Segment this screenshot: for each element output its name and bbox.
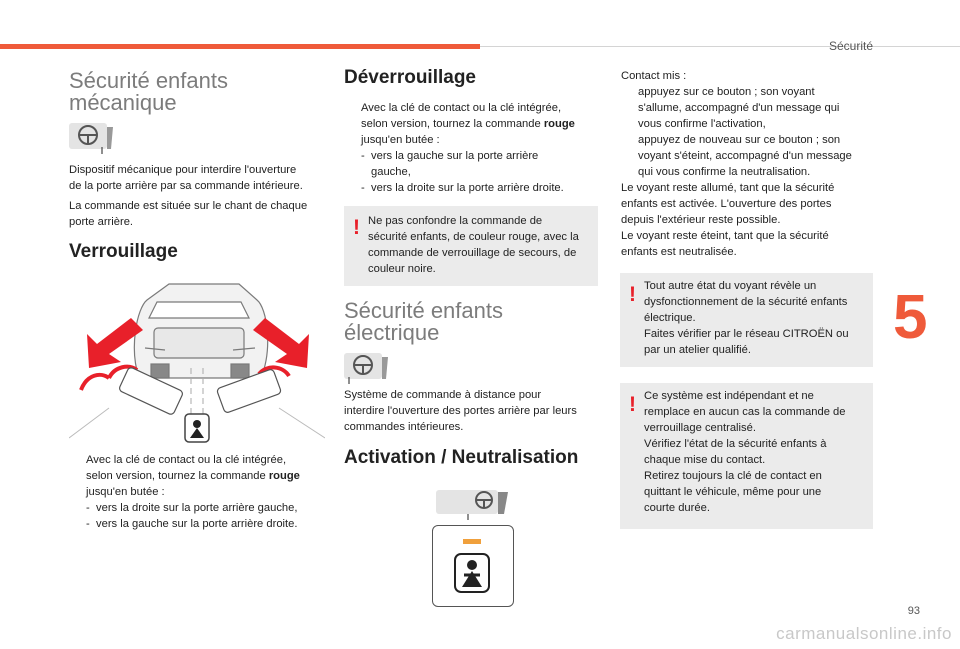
elec-intro xyxy=(344,387,604,435)
lock-instructions xyxy=(69,452,339,532)
lock-dash-item xyxy=(86,500,339,516)
warning-line: Ne pas confondre la commande de xyxy=(368,215,543,227)
activation-line: s'allume, accompagné d'un message qui xyxy=(638,102,840,114)
warning-line: Faites vérifier par le réseau CITROËN ou xyxy=(644,328,849,340)
unlock-bullet xyxy=(344,100,599,196)
lock-line: jusqu'en butée : xyxy=(86,486,165,498)
dash-marker: - xyxy=(86,502,90,514)
warning-line: Ce système est indépendant et ne xyxy=(644,390,814,402)
warning-icon: ! xyxy=(629,393,636,416)
elec-intro-line: interdire l'ouverture des portes arrière par leurs xyxy=(344,405,577,417)
warning-line: quittant le véhicule, même pour une xyxy=(644,486,822,498)
mech-intro-line: porte arrière. xyxy=(69,216,134,228)
warning-line: courte durée. xyxy=(644,502,710,514)
elec-title xyxy=(344,300,503,344)
indicator-light xyxy=(463,539,481,544)
activation-line: qui vous confirme la neutralisation. xyxy=(638,166,811,178)
warning-box-confusion xyxy=(344,206,598,286)
warning-line: remplace en aucun cas la commande de xyxy=(644,406,846,418)
unlock-dash-text: gauche, xyxy=(371,166,411,178)
unlock-heading: Déverrouillage xyxy=(344,67,476,88)
section-label: Sécurité xyxy=(828,39,873,53)
lock-heading: Verrouillage xyxy=(69,241,178,262)
activation-line: appuyez sur ce bouton ; son voyant xyxy=(638,86,815,98)
unlock-line-bold: rouge xyxy=(543,118,575,130)
warning-text xyxy=(644,388,872,516)
warning-line: par un atelier qualifié. xyxy=(644,344,751,356)
header-rule xyxy=(480,46,960,47)
elec-intro-line: commandes intérieures. xyxy=(344,421,464,433)
page-number: 93 xyxy=(907,605,920,617)
warning-line: Vérifiez l'état de la sécurité enfants à xyxy=(644,438,827,450)
activation-line: appuyez de nouveau sur ce bouton ; son xyxy=(638,134,841,146)
lock-dash-item xyxy=(86,516,339,532)
steering-wheel-icon xyxy=(69,121,113,155)
lock-line-text: selon version, tournez la commande xyxy=(86,470,269,482)
mech-intro-line: La commande est située sur le chant de chaque xyxy=(69,200,308,212)
header-accent-bar xyxy=(0,44,480,49)
unlock-dash-item xyxy=(361,180,599,196)
lock-line: Avec la clé de contact ou la clé intégrée, xyxy=(86,454,287,466)
lock-line xyxy=(86,468,339,484)
elec-intro-line: Système de commande à distance pour xyxy=(344,389,542,401)
warning-line: électrique. xyxy=(644,312,696,324)
dash-marker: - xyxy=(86,518,90,530)
unlock-dash-text: vers la gauche sur la porte arrière xyxy=(371,150,539,162)
lock-bullet xyxy=(69,452,339,532)
warning-line: verrouillage centralisé. xyxy=(644,422,756,434)
warning-text xyxy=(644,278,872,358)
mech-intro xyxy=(69,162,329,230)
unlock-instructions xyxy=(344,100,599,196)
mech-intro-line: de la porte arrière par sa commande intérieure. xyxy=(69,180,303,192)
elec-title-line2: électrique xyxy=(344,320,440,345)
unlock-dash-item xyxy=(361,148,599,180)
dashboard-icon xyxy=(436,488,510,520)
unlock-dash-text: vers la droite sur la porte arrière droite. xyxy=(371,182,564,194)
activation-line: depuis l'extérieur reste possible. xyxy=(621,214,781,226)
steering-wheel-icon xyxy=(344,351,388,385)
watermark[interactable]: carmanualsonline.info xyxy=(776,624,952,643)
elec-title-line1: Sécurité enfants xyxy=(344,298,503,323)
warning-text xyxy=(368,213,596,277)
activation-line: voyant s'éteint, accompagné d'un message xyxy=(638,150,852,162)
child-lock-icon xyxy=(454,553,490,593)
warning-line: couleur noire. xyxy=(368,263,436,275)
activation-text xyxy=(621,68,879,260)
warning-line: dysfonctionnement de la sécurité enfants xyxy=(644,296,848,308)
unlock-line-text: selon version, tournez la commande xyxy=(361,118,544,130)
mech-title-line1: Sécurité enfants xyxy=(69,68,228,93)
unlock-line: Avec la clé de contact ou la clé intégrée, xyxy=(361,102,562,114)
activation-bullet xyxy=(621,84,879,132)
warning-line: sécurité enfants, de couleur rouge, avec la xyxy=(368,231,579,243)
warning-icon: ! xyxy=(629,283,636,306)
mech-title xyxy=(69,70,228,114)
child-lock-button[interactable] xyxy=(432,525,514,607)
activation-heading: Activation / Neutralisation xyxy=(344,447,579,468)
warning-icon: ! xyxy=(353,216,360,239)
unlock-line: jusqu'en butée : xyxy=(361,134,440,146)
warning-box-independent xyxy=(620,383,873,529)
warning-box-malfunction xyxy=(620,273,873,367)
activation-line: Le voyant reste éteint, tant que la sécurité xyxy=(621,230,829,242)
chapter-number: 5 xyxy=(893,283,928,352)
lock-dash-text: vers la gauche sur la porte arrière droite. xyxy=(96,518,298,530)
activation-bullet xyxy=(621,132,879,180)
mech-title-line2: mécanique xyxy=(69,90,177,115)
activation-line: vous confirme l'activation, xyxy=(638,118,766,130)
unlock-line xyxy=(361,116,599,132)
dash-marker: - xyxy=(361,150,365,162)
car-child-lock-illustration xyxy=(69,278,325,448)
warning-line: Tout autre état du voyant révèle un xyxy=(644,280,817,292)
activation-line: Contact mis : xyxy=(621,70,687,82)
activation-line: enfants est neutralisée. xyxy=(621,246,737,258)
warning-line: commande de verrouillage de secours, de xyxy=(368,247,577,259)
warning-line: Retirez toujours la clé de contact en xyxy=(644,470,822,482)
mech-intro-line: Dispositif mécanique pour interdire l'ouverture xyxy=(69,164,297,176)
dash-marker: - xyxy=(361,182,365,194)
warning-line: chaque mise du contact. xyxy=(644,454,766,466)
lock-line-bold: rouge xyxy=(268,470,300,482)
activation-line: Le voyant reste allumé, tant que la sécurité xyxy=(621,182,835,194)
lock-dash-text: vers la droite sur la porte arrière gauche, xyxy=(96,502,298,514)
activation-line: enfants est activée. L'ouverture des portes xyxy=(621,198,832,210)
